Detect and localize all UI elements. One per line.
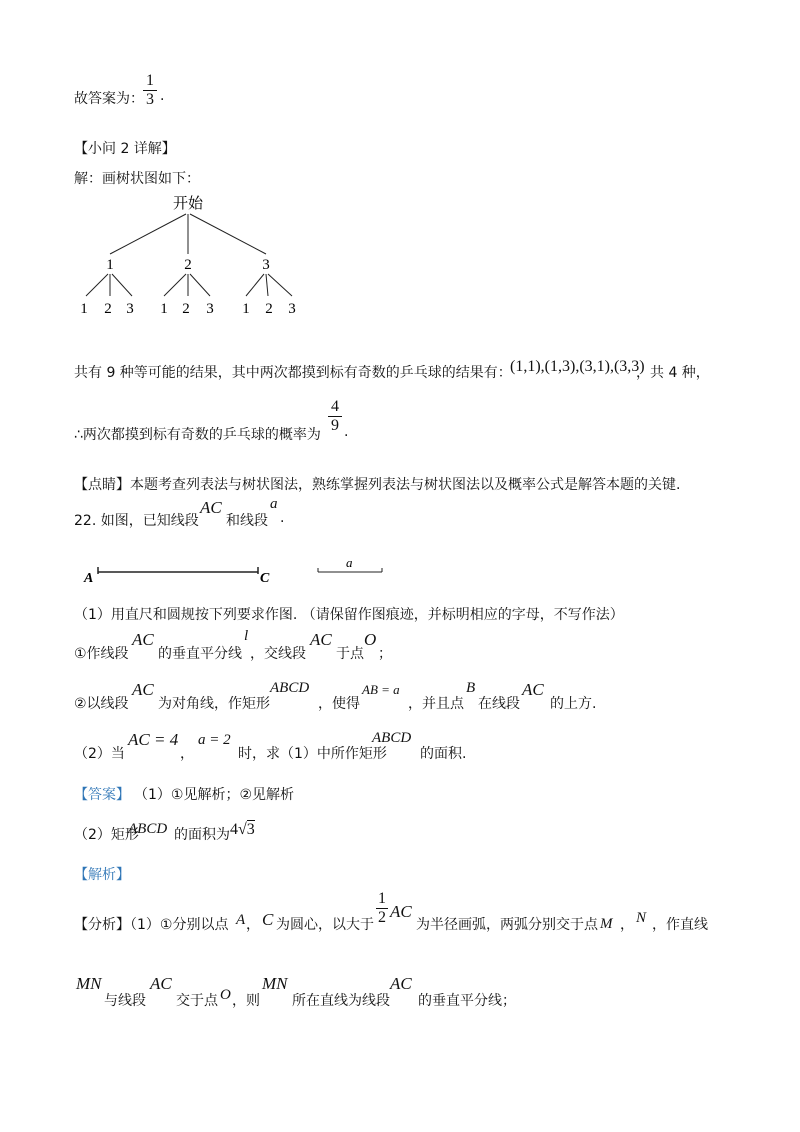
result-pairs: (1,1),(1,3),(3,1),(3,3)	[510, 358, 645, 375]
answer2-text-b: 的面积为	[174, 827, 230, 843]
var-O: O	[364, 630, 377, 649]
item2-text-d: ，并且点	[408, 696, 464, 712]
var-AC: AC	[132, 680, 154, 699]
tree-root: 开始	[172, 196, 204, 212]
label-C: C	[260, 571, 270, 586]
item1-text: ①作线段	[74, 646, 129, 662]
analysis-text-e: ，作直线	[652, 917, 708, 933]
var-MN: MN	[76, 974, 102, 993]
prob-text: ∴两次都摸到标有奇数的乒乓球的概率为	[74, 427, 321, 443]
item2-text: ②以线段	[74, 696, 129, 712]
analysis2-text-b: 交于点	[176, 993, 218, 1009]
analysis2-text-d: 所在直线为线段	[292, 993, 390, 1009]
radicand: 3	[246, 821, 255, 838]
part2-text-d: 的面积.	[420, 746, 467, 762]
tree-level2-node: 2	[265, 301, 273, 317]
solution-label: 解：画树状图如下：	[74, 171, 200, 187]
tree-level2-node: 3	[206, 301, 214, 317]
analysis-text-b: 为圆心，以大于	[276, 917, 374, 933]
analysis-text: 【分析】（1）①分别以点	[74, 917, 229, 933]
answer-text: （1）①见解析；②见解析	[134, 787, 295, 803]
fraction-denominator: 2	[378, 909, 386, 926]
tree-level2-node: 2	[104, 301, 112, 317]
tree-level1-node: 3	[262, 257, 270, 273]
var-C: C	[262, 910, 274, 929]
fraction-denominator: 9	[331, 417, 339, 434]
var-AC: AC	[522, 680, 544, 699]
tree-level2-node: 3	[126, 301, 134, 317]
fraction-four-ninths	[328, 398, 342, 435]
answer-prefix: 故答案为：	[74, 91, 144, 107]
tree-level2-node: 1	[242, 301, 250, 317]
var-O: O	[220, 987, 231, 1003]
var-ABCD: ABCD	[128, 821, 168, 837]
eq-AB-a: AB = a	[362, 682, 400, 697]
fraction-numerator: 4	[331, 398, 339, 415]
q22-tail: .	[280, 510, 285, 526]
q2-header: 【小问 2 详解】	[74, 141, 176, 157]
analysis-sep: ，	[246, 917, 260, 933]
var-AC: AC	[390, 902, 412, 921]
tree-level2-node: 1	[160, 301, 168, 317]
q22-text: 22. 如图，已知线段	[74, 513, 199, 529]
answer-tag: 【答案】	[74, 787, 130, 803]
var-a: a	[270, 496, 278, 512]
item1-text-c: ，交线段	[250, 646, 306, 662]
label-A: A	[84, 571, 94, 586]
var-B: B	[466, 680, 476, 696]
var-AC: AC	[132, 630, 154, 649]
prob-tail: .	[344, 424, 349, 440]
area-value: 4√3	[230, 821, 255, 838]
eq-AC-4: AC = 4	[128, 730, 179, 749]
var-l: l	[244, 628, 249, 644]
fraction-one-third	[143, 72, 157, 109]
analysis2-text-c: ，则	[232, 993, 260, 1009]
eq-a-2: a = 2	[198, 732, 231, 748]
analysis-text-c: 为半径画弧，两弧分别交于点	[416, 917, 598, 933]
part2-text-c: 时，求（1）中所作矩形	[238, 746, 387, 762]
var-AC: AC	[390, 974, 412, 993]
item1-text-b: 的垂直平分线	[158, 646, 242, 662]
fraction-numerator: 1	[146, 72, 154, 89]
fraction-denominator: 3	[146, 91, 154, 108]
var-AC: AC	[150, 974, 172, 993]
item2-text-c: ，使得	[318, 696, 360, 712]
answer-tail: .	[160, 88, 165, 104]
item2-text-b: 为对角线，作矩形	[158, 696, 270, 712]
var-ABCD: ABCD	[270, 680, 310, 696]
answer2-text: （2）矩形	[74, 827, 139, 843]
q22-text-b: 和线段	[226, 513, 268, 529]
result-text: 共有 9 种等可能的结果，其中两次都摸到标有奇数的乒乓球的结果有：	[74, 365, 512, 381]
var-ABCD: ABCD	[372, 730, 412, 746]
tree-diagram	[70, 188, 310, 318]
var-M: M	[600, 916, 613, 932]
fraction-numerator: 1	[378, 890, 386, 907]
part2-text: （2）当	[74, 746, 125, 762]
result-tail: ，共 4 种，	[636, 365, 710, 381]
item2-text-f: 的上方.	[550, 696, 597, 712]
jiexi-tag: 【解析】	[74, 867, 130, 883]
part1-text: （1）用直尺和圆规按下列要求作图. （请保留作图痕迹，并标明相应的字母，不写作法）	[74, 607, 624, 623]
var-MN: MN	[262, 974, 288, 993]
dianjing-note: 【点睛】本题考查列表法与树状图法，熟练掌握列表法与树状图法以及概率公式是解答本题的关键.	[74, 477, 681, 493]
item1-text-e: ；	[378, 646, 392, 662]
var-AC: AC	[310, 630, 332, 649]
var-N: N	[636, 910, 647, 926]
analysis-text-d: ，	[620, 917, 634, 933]
fraction-one-half	[376, 890, 388, 927]
item2-text-e: 在线段	[478, 696, 520, 712]
var-AC: AC	[200, 498, 222, 517]
tree-level2-node: 1	[80, 301, 88, 317]
tree-level2-node: 2	[182, 301, 190, 317]
analysis2-text-e: 的垂直平分线；	[418, 993, 516, 1009]
tree-level2-node: 3	[288, 301, 296, 317]
var-A: A	[236, 912, 246, 928]
label-a: a	[346, 555, 353, 570]
item1-text-d: 于点	[336, 646, 364, 662]
part2-text-b: ，	[180, 746, 194, 762]
tree-level1-node: 2	[184, 257, 192, 273]
segments-figure	[80, 552, 400, 588]
analysis2-text: 与线段	[104, 993, 146, 1009]
tree-level1-node: 1	[106, 257, 114, 273]
